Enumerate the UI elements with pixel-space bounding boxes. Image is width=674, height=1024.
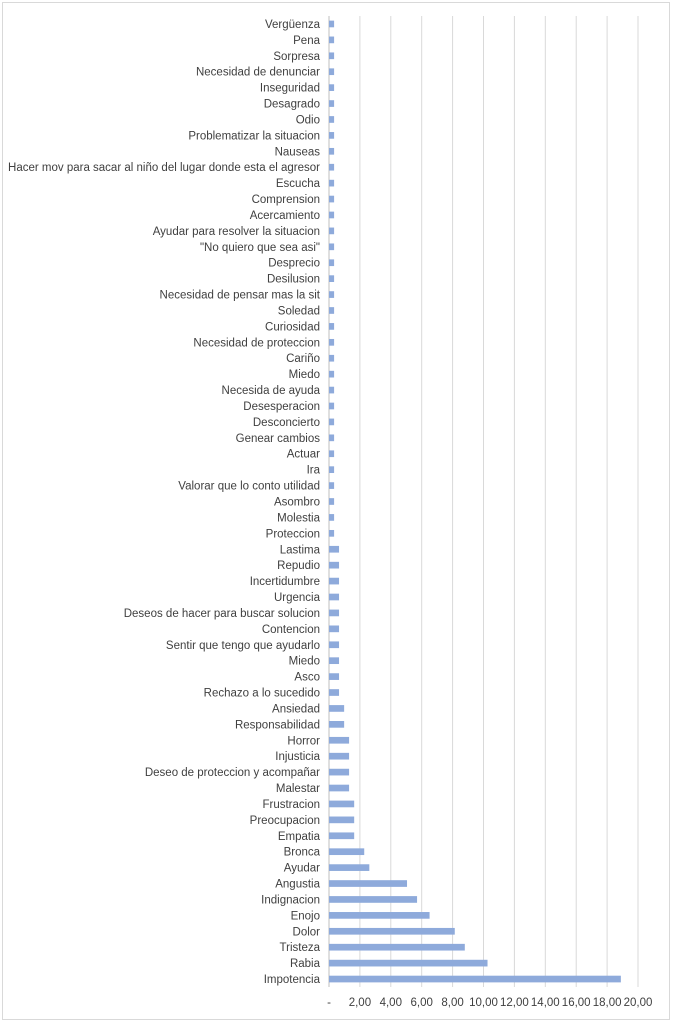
bar	[329, 37, 334, 44]
bar	[329, 641, 339, 648]
bar	[329, 180, 334, 187]
category-label: Necesidad de denunciar	[195, 66, 320, 79]
x-tick-label: 6,00	[410, 997, 433, 1009]
category-label: Ayudar para resolver la situacion	[152, 225, 320, 238]
category-label: Necesidad de pensar mas la sit	[159, 289, 320, 302]
bar	[329, 546, 339, 553]
bar	[329, 896, 417, 903]
bar	[329, 928, 455, 935]
bar	[329, 84, 334, 91]
bar	[329, 387, 334, 394]
category-label: Cariño	[286, 353, 320, 366]
bar	[329, 610, 339, 617]
category-label: Malestar	[275, 783, 320, 796]
category-label: Ayudar	[283, 862, 320, 875]
category-label: Preocupacion	[249, 814, 320, 827]
category-label: Lastima	[279, 544, 320, 557]
category-label: Rabia	[289, 958, 320, 971]
category-label: Impotencia	[263, 974, 320, 987]
category-label: Dolor	[292, 926, 320, 939]
bar	[329, 753, 349, 760]
bar	[329, 21, 334, 28]
bar	[329, 307, 334, 314]
category-label: Escucha	[275, 178, 320, 191]
category-label: Hacer mov para sacar al niño del lugar donde esta el agresor	[8, 162, 320, 175]
bar	[329, 785, 349, 792]
x-tick-label: 2,00	[348, 997, 372, 1009]
category-label: Comprension	[251, 194, 320, 207]
bar	[329, 689, 339, 696]
bar	[329, 705, 344, 712]
bar	[329, 419, 334, 426]
category-label: Pena	[293, 34, 320, 47]
category-label: Miedo	[288, 369, 320, 382]
bar	[329, 848, 364, 855]
category-label: Repudio	[277, 560, 320, 573]
bar	[329, 498, 334, 505]
bar	[329, 578, 339, 585]
category-label: Asombro	[273, 496, 320, 509]
x-tick-label: 20,00	[623, 997, 653, 1009]
x-tick-label: 12,00	[500, 997, 529, 1009]
bar	[329, 801, 354, 808]
bar	[329, 976, 621, 983]
bar	[329, 832, 354, 839]
bar	[329, 737, 349, 744]
category-label: Inseguridad	[259, 82, 320, 95]
bar	[329, 944, 465, 951]
category-label: Vergüenza	[265, 18, 320, 31]
bar	[329, 482, 334, 489]
category-label: Deseos de hacer para buscar solucion	[123, 607, 320, 620]
category-label: Valorar que lo conto utilidad	[178, 480, 320, 493]
bar	[329, 243, 334, 250]
category-label: Proteccion	[265, 528, 320, 541]
bar	[329, 466, 334, 473]
x-tick-label: 16,00	[561, 997, 591, 1009]
category-label: Necesidad de proteccion	[193, 337, 320, 350]
x-tick-label: 14,00	[530, 997, 560, 1009]
bar	[329, 514, 334, 521]
category-label: Necesida de ayuda	[221, 385, 320, 398]
category-label: Soledad	[277, 305, 320, 318]
category-label: Curiosidad	[265, 321, 320, 334]
category-label: Desagrado	[263, 98, 320, 111]
bar	[329, 355, 334, 362]
bar	[329, 450, 334, 457]
bar	[329, 371, 334, 378]
bar	[329, 132, 334, 139]
bar	[329, 212, 334, 219]
category-label: Molestia	[277, 512, 320, 525]
category-label: Empatia	[277, 830, 320, 843]
bar	[329, 116, 334, 123]
bar	[329, 403, 334, 410]
category-label: Injusticia	[275, 751, 320, 764]
category-label: Rechazo a lo sucedido	[203, 687, 320, 700]
bar	[329, 275, 334, 282]
category-label: Desesperacion	[243, 400, 320, 413]
category-label: Tristeza	[279, 942, 320, 955]
category-label: Problematizar la situacion	[188, 130, 320, 143]
bar	[329, 864, 369, 871]
bar	[329, 817, 354, 824]
category-label: Odio	[295, 114, 320, 127]
bar	[329, 530, 334, 537]
bar	[329, 323, 334, 330]
category-label: "No quiero que sea asi"	[199, 241, 320, 254]
x-tick-label: 18,00	[592, 997, 622, 1009]
category-label: Ira	[306, 464, 320, 477]
category-label: Acercamiento	[249, 209, 320, 222]
category-label: Asco	[294, 671, 320, 684]
bar	[329, 148, 334, 155]
bar	[329, 769, 349, 776]
bar	[329, 912, 430, 919]
category-label: Responsabilidad	[234, 719, 320, 732]
category-label: Genear cambios	[235, 432, 320, 445]
x-tick-label: 4,00	[379, 997, 402, 1009]
bar	[329, 594, 339, 601]
category-label: Incertidumbre	[249, 576, 320, 589]
category-label: Angustia	[275, 878, 320, 891]
category-label: Indignacion	[261, 894, 320, 907]
bar	[329, 228, 334, 235]
bar	[329, 196, 334, 203]
category-label: Desprecio	[268, 257, 320, 270]
bar	[329, 339, 334, 346]
bar	[329, 259, 334, 266]
bar	[329, 100, 334, 107]
category-label: Enojo	[290, 910, 320, 923]
category-label: Desilusion	[266, 273, 320, 286]
bar	[329, 657, 339, 664]
category-label: Sentir que tengo que ayudarlo	[165, 639, 320, 652]
bar	[329, 52, 334, 59]
bar	[329, 68, 334, 75]
category-label: Deseo de proteccion y acompañar	[144, 767, 320, 780]
bar	[329, 164, 334, 171]
category-label: Frustracion	[262, 798, 320, 811]
category-label: Sorpresa	[273, 50, 320, 63]
bar	[329, 673, 339, 680]
x-tick-label: -	[327, 997, 331, 1009]
bar	[329, 562, 339, 569]
category-label: Urgencia	[273, 592, 320, 605]
x-tick-label: 8,00	[441, 997, 464, 1009]
bar	[329, 626, 339, 633]
category-label: Desconcierto	[252, 416, 320, 429]
category-label: Nauseas	[274, 146, 320, 159]
bar	[329, 880, 407, 887]
x-tick-label: 10,00	[469, 997, 498, 1009]
category-label: Actuar	[286, 448, 320, 461]
bar	[329, 291, 334, 298]
category-label: Ansiedad	[272, 703, 320, 716]
category-label: Miedo	[288, 655, 320, 668]
category-label: Bronca	[283, 846, 320, 859]
bar	[329, 434, 334, 441]
bar	[329, 960, 488, 967]
category-label: Horror	[287, 735, 320, 748]
category-label: Contencion	[261, 623, 320, 636]
bar	[329, 721, 344, 728]
